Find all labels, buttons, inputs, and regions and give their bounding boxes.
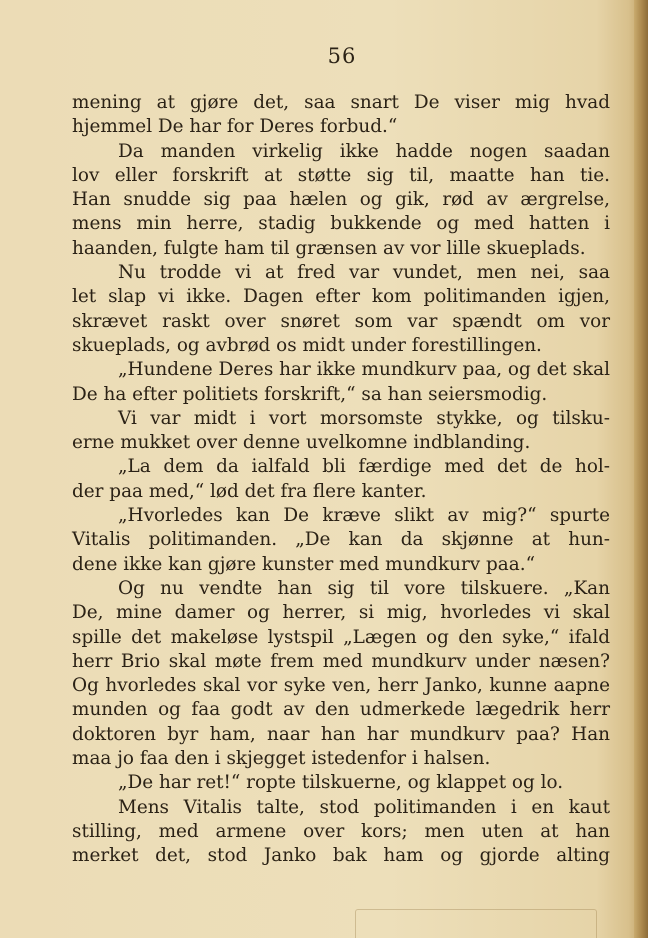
text-line: „De har ret!“ ropte tilskuerne, og klappet og lo. xyxy=(118,772,564,794)
text-line: spille det makeløse lystspil „Lægen og den syke,“ ifald xyxy=(72,626,610,648)
text-line: Da manden virkelig ikke hadde nogen saadan xyxy=(118,140,610,162)
text-line: Og hvorledes skal vor syke ven, herr Janko, kunne aapne xyxy=(72,675,610,697)
text-line: „La dem da ialfald bli færdige med det de hol- xyxy=(118,456,610,478)
paper-stain xyxy=(355,909,597,938)
page-number: 56 xyxy=(327,44,357,68)
text-line: „Hvorledes kan De kræve slikt av mig?“ spurte xyxy=(118,505,610,527)
text-line: haanden, fulgte ham til grænsen av vor lille skueplads. xyxy=(72,237,586,259)
text-line: skueplads, og avbrød os midt under forestillingen. xyxy=(72,334,542,356)
text-line: Mens Vitalis talte, stod politimanden i en kaut xyxy=(118,796,610,818)
text-line: Vitalis politimanden. „De kan da skjønne at hun- xyxy=(72,529,610,551)
text-line: Han snudde sig paa hælen og gik, rød av ærgrelse, xyxy=(72,189,610,211)
text-line: dene ikke kan gjøre kunster med mundkurv paa.“ xyxy=(72,553,535,575)
text-line: hjemmel De har for Deres forbud.“ xyxy=(72,116,398,138)
text-line: merket det, stod Janko bak ham og gjorde alting xyxy=(72,845,610,867)
text-line: stilling, med armene over kors; men uten at han xyxy=(72,820,610,842)
text-line: let slap vi ikke. Dagen efter kom politimanden igjen, xyxy=(72,286,610,308)
page-edge xyxy=(634,0,648,938)
text-line: der paa med,“ lød det fra flere kanter. xyxy=(72,480,427,502)
text-line: Nu trodde vi at fred var vundet, men nei, saa xyxy=(118,262,610,284)
text-line: De ha efter politiets forskrift,“ sa han seiersmodig. xyxy=(72,383,548,405)
text-line: Vi var midt i vort morsomste stykke, og tilsku- xyxy=(118,407,610,429)
text-line: munden og faa godt av den udmerkede lægedrik herr xyxy=(72,699,610,721)
text-line: De, mine damer og herrer, si mig, hvorledes vi skal xyxy=(72,602,610,624)
body-text xyxy=(72,91,610,869)
text-line: „Hundene Deres har ikke mundkurv paa, og det skal xyxy=(118,359,610,381)
text-line: maa jo faa den i skjegget istedenfor i halsen. xyxy=(72,748,491,770)
text-line: mens min herre, stadig bukkende og med hatten i xyxy=(72,213,610,235)
text-line: Og nu vendte han sig til vore tilskuere. „Kan xyxy=(118,577,610,599)
text-line: doktoren byr ham, naar han har mundkurv paa? Han xyxy=(72,723,610,745)
text-line: skrævet raskt over snøret som var spændt om vor xyxy=(72,310,610,332)
text-line: herr Brio skal møte frem med mundkurv under næsen? xyxy=(72,650,610,672)
text-line: erne mukket over denne uvelkomne indblanding. xyxy=(72,432,531,454)
text-line: lov eller forskrift at støtte sig til, maatte han tie. xyxy=(72,164,610,186)
text-line: mening at gjøre det, saa snart De viser mig hvad xyxy=(72,92,610,113)
